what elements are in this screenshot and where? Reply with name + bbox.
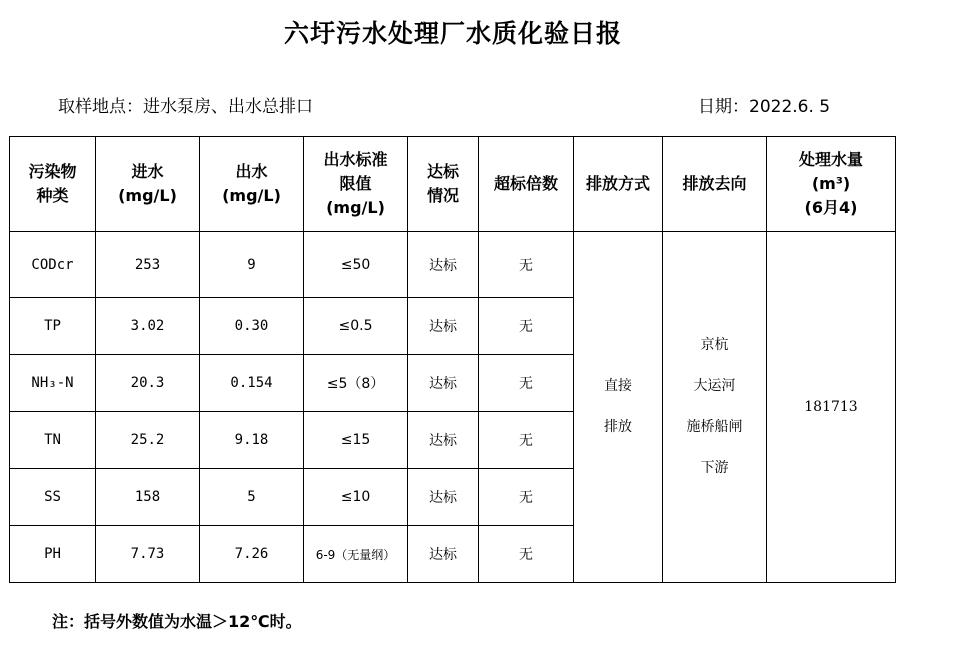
pollutant-cell: CODcr [10,232,96,298]
compliance-cell: 达标 [408,232,479,298]
effluent-cell: 9 [200,232,304,298]
pollutant-cell: SS [10,469,96,526]
influent-cell: 253 [96,232,200,298]
effluent-cell: 7.26 [200,526,304,583]
pollutant-cell: NH₃-N [10,355,96,412]
table-row [10,232,896,298]
effluent-cell: 9.18 [200,412,304,469]
exceed-cell: 无 [479,469,574,526]
limit-cell: ≤5（8） [304,355,408,412]
exceed-cell: 无 [479,355,574,412]
header-influent: 进水 (mg/L) [96,137,200,232]
influent-cell: 20.3 [96,355,200,412]
influent-cell: 7.73 [96,526,200,583]
influent-cell: 158 [96,469,200,526]
header-method: 排放方式 [574,137,663,232]
header-limit: 出水标准 限值 (mg/L) [304,137,408,232]
report-title: 六圩污水处理厂水质化验日报 [283,19,622,48]
exceed-cell: 无 [479,232,574,298]
limit-cell: ≤10 [304,469,408,526]
compliance-cell: 达标 [408,298,479,355]
header-volume: 处理水量 (m³) (6月4) [767,137,896,232]
water-quality-table [9,136,896,583]
limit-cell: 6-9（无量纲） [304,526,408,583]
limit-cell: ≤0.5 [304,298,408,355]
pollutant-cell: TN [10,412,96,469]
header-destination: 排放去向 [663,137,767,232]
compliance-cell: 达标 [408,469,479,526]
compliance-cell: 达标 [408,526,479,583]
table-header-row [10,137,896,232]
effluent-cell: 5 [200,469,304,526]
discharge-method-cell: 直接 排放 [574,232,663,583]
header-effluent: 出水 (mg/L) [200,137,304,232]
pollutant-cell: PH [10,526,96,583]
influent-cell: 25.2 [96,412,200,469]
limit-cell: ≤15 [304,412,408,469]
header-compliance: 达标 情况 [408,137,479,232]
effluent-cell: 0.30 [200,298,304,355]
discharge-destination-cell: 京杭 大运河 施桥船闸 下游 [663,232,767,583]
limit-cell: ≤50 [304,232,408,298]
effluent-cell: 0.154 [200,355,304,412]
treated-volume-cell: 181713 [767,232,896,583]
header-exceed: 超标倍数 [479,137,574,232]
pollutant-cell: TP [10,298,96,355]
exceed-cell: 无 [479,526,574,583]
compliance-cell: 达标 [408,412,479,469]
influent-cell: 3.02 [96,298,200,355]
exceed-cell: 无 [479,298,574,355]
report-date: 日期：2022.6. 5 [698,97,831,117]
footnote: 注：括号外数值为水温＞12℃时。 [52,612,302,631]
sampling-location: 取样地点：进水泵房、出水总排口 [58,97,313,117]
compliance-cell: 达标 [408,355,479,412]
header-pollutant: 污染物 种类 [10,137,96,232]
exceed-cell: 无 [479,412,574,469]
